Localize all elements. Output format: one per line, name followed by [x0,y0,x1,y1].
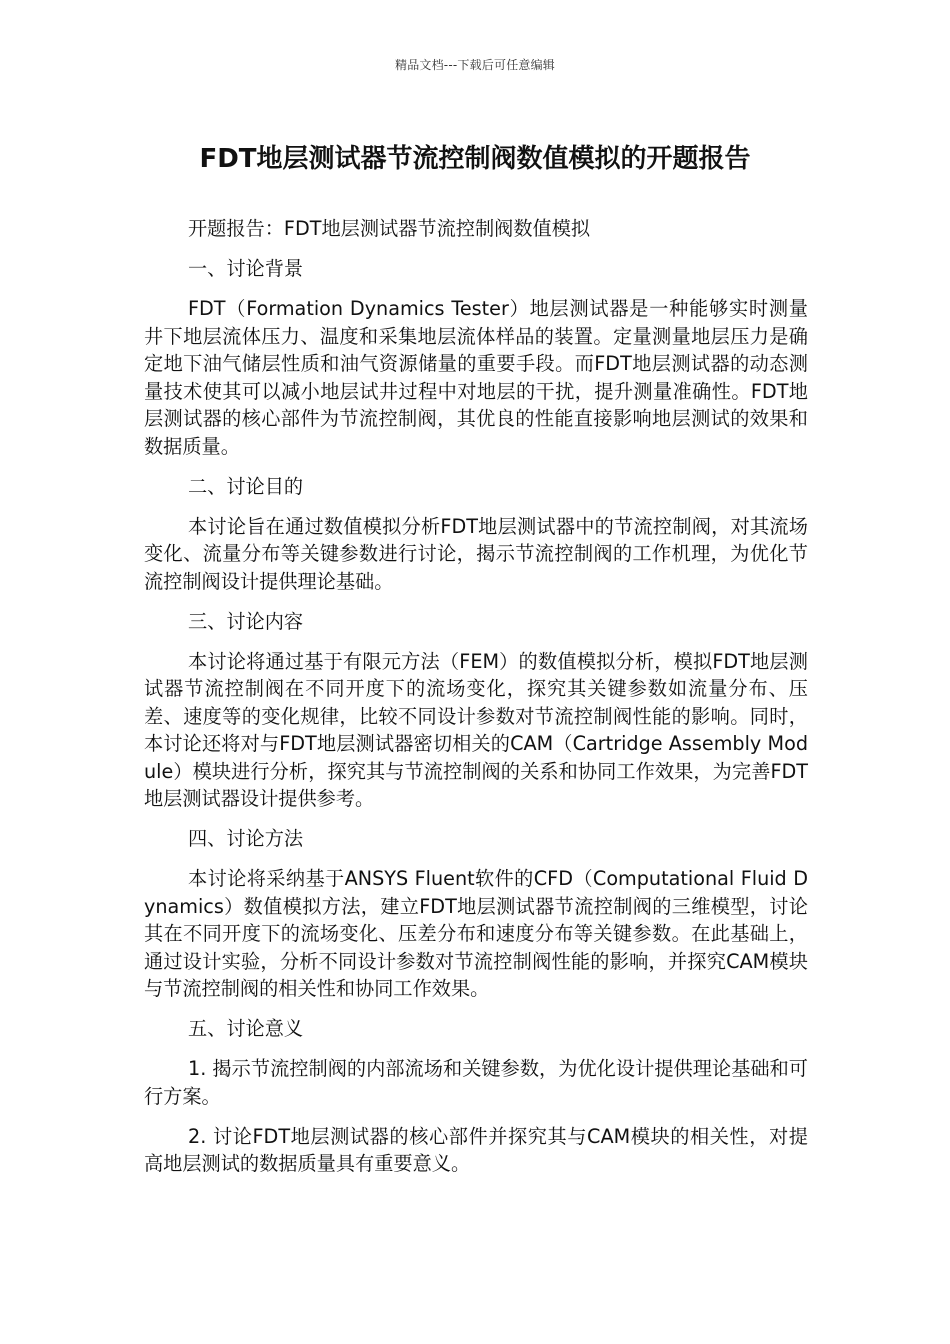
section-4-heading: 四、讨论方法 [188,827,304,850]
intro-line: 开题报告：FDT地层测试器节流控制阀数值模拟 [188,217,591,240]
section-2-body: 本讨论旨在通过数值模拟分析FDT地层测试器中的节流控制阀，对其流场变化、流量分布等关键参数进行讨论，揭示节流控制阀的工作机理，为优化节流控制阀设计提供理论基础。 [144,514,808,593]
section-1-body: FDT（Formation Dynamics Tester）地层测试器是一种能够实时测量井下地层流体压力、温度和采集地层流体样品的装置。定量测量地层压力是确定地下油气储层性质和油气资源储量的重要手段。而FDT地层测试器的动态测量技术使其可以减小地层试井过程中对地层的干扰，提升测量准确性。FDT地层测试器的核心部件为节流控制阀，其优良的性能直接影响地层测试的效果和数据质量。 [144,297,808,458]
section-5-item-2: 2. 讨论FDT地层测试器的核心部件并探究其与CAM模块的相关性，对提高地层测试的数据质量具有重要意义。 [144,1124,808,1175]
document-title: FDT地层测试器节流控制阀数值模拟的开题报告 [199,144,751,174]
header-note: 精品文档---下载后可任意编辑 [395,58,555,72]
section-2-heading: 二、讨论目的 [188,474,304,498]
section-4-body: 本讨论将采纳基于ANSYS Fluent软件的CFD（Computational Fluid Dynamics）数值模拟方法，建立FDT地层测试器节流控制阀的三维模型，讨论其在不同开度下的流场变化、压差分布和速度分布等关键参数。在此基础上，通过设计实验，分析不同设计参数对节流控制阀性能的影响，并探究CAM模块与节流控制阀的相关性和协同工作效果。 [144,867,808,1000]
section-5-heading: 五、讨论意义 [188,1017,304,1040]
section-5-item-1: 1. 揭示节流控制阀的内部流场和关键参数，为优化设计提供理论基础和可行方案。 [144,1057,808,1108]
section-1-heading: 一、讨论背景 [188,257,304,280]
section-3-body: 本讨论将通过基于有限元方法（FEM）的数值模拟分析，模拟FDT地层测试器节流控制阀在不同开度下的流场变化，探究其关键参数如流量分布、压差、速度等的变化规律，比较不同设计参数对节流控制阀性能的影响。同时，本讨论还将对与FDT地层测试器密切相关的CAM（Cartridge Assembly Module）模块进行分析，探究其与节流控制阀的关系和协同工作效果，为完善FDT地层测试器设计提供参考。 [144,649,808,810]
document-body [144,215,808,1190]
section-3-heading: 三、讨论内容 [188,609,304,633]
